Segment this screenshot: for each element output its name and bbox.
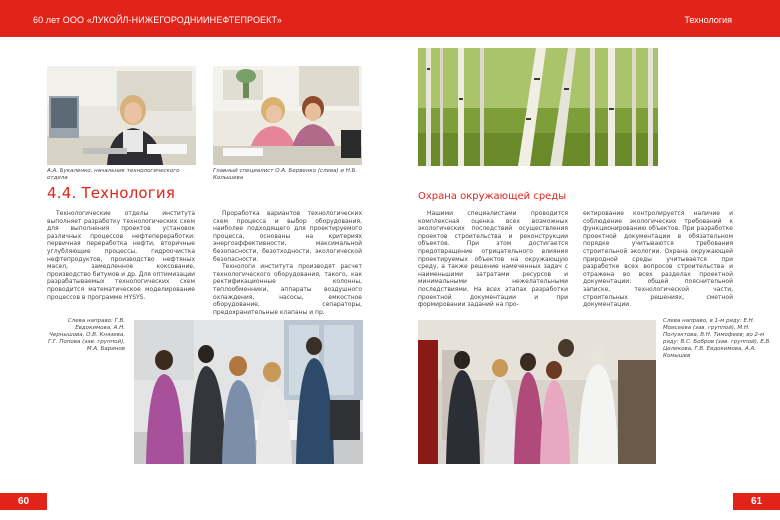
paragraph: Технологи института производят расчет технологического оборудования, такого, как ректификационные колонны, теплообменники, аппараты воздушного охлаждения, насосы, емкостное оборудование, сепараторы, предохранительные клапаны и пр. — [213, 263, 362, 316]
caption-group-left: Слева направо: Г.В. Евдокимова, А.Н. Чернышова, О.В. Князева, Г.Г. Попова (зав. группой), М.А. Баринов — [47, 318, 125, 352]
environment-title: Охрана окружающей среды — [418, 191, 567, 202]
page-number-left: 60 — [0, 493, 47, 510]
photo-group-right — [418, 320, 656, 464]
caption-photo1: А.А. Букаленко, начальник технологического отдела — [47, 168, 180, 181]
header-bar — [0, 0, 780, 37]
caption-photo2: Главный специалист О.А. Бервенко (слева) и Н.Б. Колышева — [213, 168, 358, 181]
photo-birch-forest — [418, 48, 658, 166]
photo-two-specialists — [213, 66, 362, 165]
photo-group-left — [134, 320, 363, 464]
caption-group-right: Слева направо, в 1-м ряду: Е.Н. Моисеева (зав. группой), М.Н. Полуэктова, В.Н. Тимофеев; во 2-м ряду: В.С. Бобров (зав. группой), Е.В. Целикова, Г.В. Евдокимова, А.А. Комышев — [663, 318, 772, 359]
chapter-title: Технология — [684, 15, 732, 25]
paragraph: Технологические отделы института выполняет разработку технологических схем для выполнения проектов установок различных процессов нефтепереработки: первичная переработка нефти, вторичные углубляющие процессы, гидроочистка нефтепродуктов, производство нефтяных масел, замедленное коксование, производство битумов и др. Для оптимизации разрабатываемых технологических схем проводится математическое моделирование процессов в программе HYSYS. — [47, 210, 195, 301]
paragraph: Проработка вариантов технологических схем процесса и выбор оборудования, наиболее подходящего для проектируемого процесса, основаны на критериях энергоэффективности, максимальной безопасности, безотходности, экологической безопасности. — [213, 210, 362, 263]
paragraph: Нашими специалистами проводится комплексная оценка всех возможных экологических последствий осуществления проектов строительства и реконструкции объектов. При этом достигается предотвращение отрицательного влияния проектируемых объектов на окружающую среду, а также решение намеченных задач с наименьшими затратами ресурсов и минимальными нежелательными последствиями. На всех этапах разработки проектной документации и при формировании заданий на про- — [418, 210, 568, 309]
text-column-1 — [47, 210, 195, 301]
text-column-4 — [583, 210, 733, 309]
section-title: 4.4. Технология — [47, 184, 176, 202]
publication-title: 60 лет ООО «ЛУКОЙЛ-НИЖЕГОРОДНИИНЕФТЕПРОЕКТ» — [33, 15, 282, 25]
text-column-3 — [418, 210, 568, 309]
text-column-2 — [213, 210, 362, 316]
photo-office-worker — [47, 66, 196, 165]
page-number-right: 61 — [733, 493, 780, 510]
paragraph: ектирование контролируется наличие и соблюдение экологических требований к функционированию объектов. При разработке проектной документации в обязательном порядке учитываются требования строительной экологии. Охрана окружающей природной среды учитывается при разработке всех вопросов строительства и отражена во всех разделах проектной документации: общей пояснительной записке, технологической части, строительных решениях, сметной документации. — [583, 210, 733, 309]
